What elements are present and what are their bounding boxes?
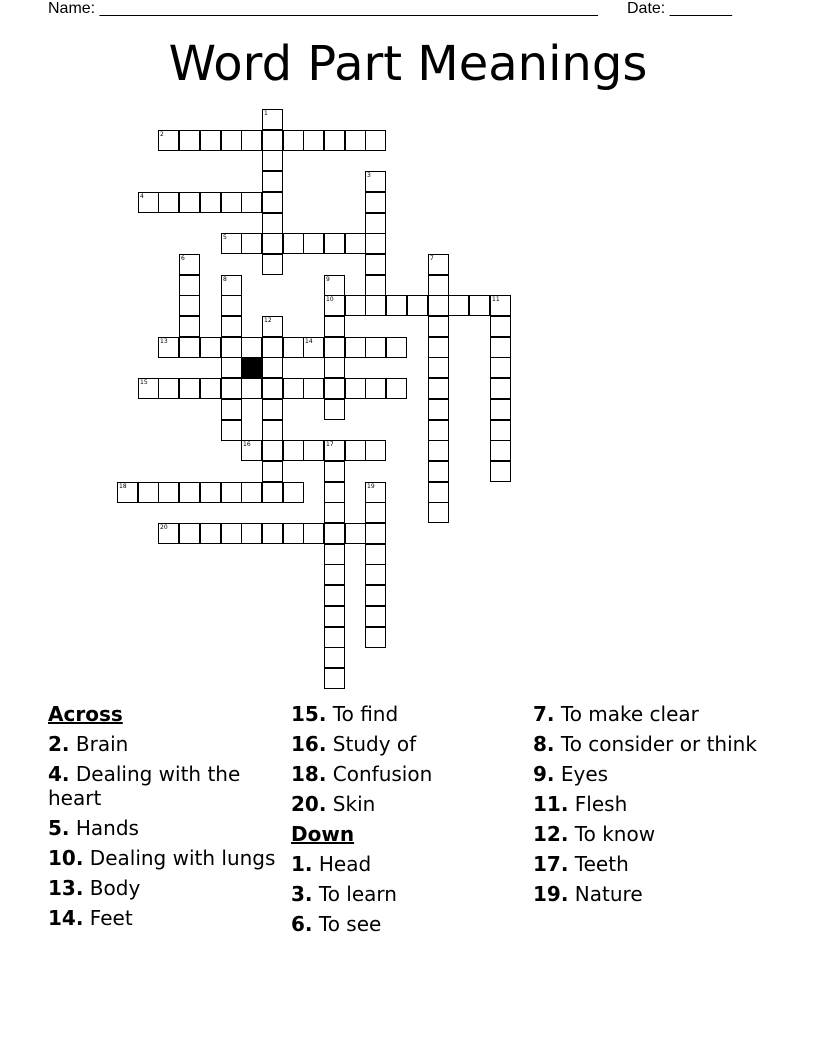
clue-number: 15. [291, 702, 327, 726]
cell-number: 14 [305, 338, 313, 345]
clue-number: 9. [533, 762, 555, 786]
clue-item [291, 762, 521, 786]
grid-cell[interactable] [221, 337, 242, 358]
grid-cell[interactable] [221, 192, 242, 213]
clue-item [533, 702, 773, 726]
grid-cell[interactable] [241, 378, 262, 399]
grid-cell[interactable] [241, 233, 262, 254]
cell-number: 19 [367, 483, 375, 490]
grid-cell[interactable] [158, 523, 179, 544]
grid-cell[interactable] [200, 337, 221, 358]
grid-cell[interactable] [262, 109, 283, 130]
clue-text: Study of [332, 732, 417, 756]
grid-cell[interactable] [179, 130, 200, 151]
clue-item [533, 822, 773, 846]
grid-cell[interactable] [221, 420, 242, 441]
grid-cell[interactable] [428, 254, 449, 275]
grid-cell[interactable] [324, 316, 345, 337]
grid-cell[interactable] [179, 275, 200, 296]
grid-cell[interactable] [117, 482, 138, 503]
clue-item [533, 852, 773, 876]
clue-text: To learn [318, 882, 397, 906]
grid-cell[interactable] [262, 482, 283, 503]
clue-item [533, 732, 773, 756]
cell-number: 8 [223, 276, 227, 283]
grid-cell[interactable] [221, 523, 242, 544]
grid-cell[interactable] [262, 337, 283, 358]
grid-cell[interactable] [262, 130, 283, 151]
grid-cell[interactable] [221, 357, 242, 378]
clue-number: 7. [533, 702, 555, 726]
clue-number: 16. [291, 732, 327, 756]
cell-number: 13 [160, 338, 168, 345]
clue-text: Dealing with lungs [89, 846, 276, 870]
grid-cell[interactable] [262, 233, 283, 254]
clue-number: 18. [291, 762, 327, 786]
grid-cell[interactable] [262, 440, 283, 461]
date-field-label: Date: _______ [627, 0, 732, 17]
grid-cell[interactable] [365, 627, 386, 648]
clue-number: 14. [48, 906, 84, 930]
grid-cell[interactable] [200, 482, 221, 503]
clue-number: 11. [533, 792, 569, 816]
grid-cell[interactable] [428, 275, 449, 296]
grid-cell[interactable] [365, 606, 386, 627]
grid-cell[interactable] [179, 523, 200, 544]
page-title: Word Part Meanings [168, 36, 648, 92]
grid-cell[interactable] [179, 192, 200, 213]
grid-cell[interactable] [262, 357, 283, 378]
cell-number: 5 [223, 234, 227, 241]
grid-cell[interactable] [324, 461, 345, 482]
grid-cell[interactable] [221, 399, 242, 420]
grid-cell[interactable] [283, 233, 304, 254]
grid-cell[interactable] [221, 378, 242, 399]
grid-cell[interactable] [241, 130, 262, 151]
grid-cell[interactable] [345, 523, 366, 544]
grid-cell[interactable] [386, 295, 407, 316]
clue-text: Skin [332, 792, 376, 816]
grid-cell[interactable] [200, 192, 221, 213]
grid-cell[interactable] [365, 337, 386, 358]
clue-item [533, 792, 773, 816]
grid-cell[interactable] [469, 295, 490, 316]
grid-cell[interactable] [241, 523, 262, 544]
grid-cell[interactable] [324, 399, 345, 420]
grid-cell[interactable] [407, 295, 428, 316]
grid-cell[interactable] [365, 502, 386, 523]
grid-cell[interactable] [324, 275, 345, 296]
clue-column-2 [291, 702, 521, 942]
grid-cell[interactable] [490, 378, 511, 399]
grid-cell[interactable] [158, 130, 179, 151]
grid-cell[interactable] [365, 544, 386, 565]
grid-cell[interactable] [428, 399, 449, 420]
clue-item [533, 762, 773, 786]
grid-cell[interactable] [490, 316, 511, 337]
clue-item [48, 846, 278, 870]
grid-cell[interactable] [365, 192, 386, 213]
clue-text: Flesh [574, 792, 628, 816]
grid-cell[interactable] [490, 399, 511, 420]
grid-cell[interactable] [158, 192, 179, 213]
grid-cell[interactable] [365, 171, 386, 192]
grid-cell[interactable] [324, 544, 345, 565]
grid-cell[interactable] [490, 440, 511, 461]
clue-number: 17. [533, 852, 569, 876]
clue-number: 20. [291, 792, 327, 816]
grid-cell[interactable] [221, 316, 242, 337]
clue-number: 10. [48, 846, 84, 870]
grid-cell[interactable] [303, 440, 324, 461]
clue-text: To consider or think [560, 732, 757, 756]
grid-cell[interactable] [262, 316, 283, 337]
grid-cell[interactable] [179, 254, 200, 275]
clue-text: Nature [574, 882, 643, 906]
clue-text: Teeth [574, 852, 629, 876]
grid-cell[interactable] [262, 213, 283, 234]
clue-item [291, 912, 521, 936]
grid-cell[interactable] [365, 523, 386, 544]
clue-text: Dealing with the heart [48, 762, 241, 810]
grid-cell[interactable] [303, 337, 324, 358]
grid-cell[interactable] [324, 357, 345, 378]
grid-cell[interactable] [324, 378, 345, 399]
grid-cell[interactable] [241, 337, 262, 358]
grid-cell[interactable] [490, 295, 511, 316]
grid-cell[interactable] [345, 130, 366, 151]
cell-number: 2 [160, 131, 164, 138]
grid-cell[interactable] [448, 295, 469, 316]
grid-cell[interactable] [241, 440, 262, 461]
across-heading: Across [48, 702, 123, 726]
clue-column-1 [48, 702, 278, 936]
grid-cell[interactable] [324, 564, 345, 585]
cell-number: 6 [181, 255, 185, 262]
grid-cell[interactable] [241, 192, 262, 213]
grid-cell[interactable] [324, 482, 345, 503]
grid-cell[interactable] [262, 420, 283, 441]
clue-text: To make clear [560, 702, 699, 726]
clue-item [48, 816, 278, 840]
grid-cell[interactable] [365, 482, 386, 503]
clue-number: 8. [533, 732, 555, 756]
grid-cell[interactable] [386, 337, 407, 358]
grid-cell[interactable] [324, 130, 345, 151]
clue-item [48, 762, 278, 810]
cell-number: 18 [119, 483, 127, 490]
grid-cell[interactable] [303, 130, 324, 151]
down-heading: Down [291, 822, 355, 846]
grid-cell[interactable] [262, 171, 283, 192]
grid-cell[interactable] [303, 233, 324, 254]
grid-cell[interactable] [283, 523, 304, 544]
grid-cell[interactable] [365, 585, 386, 606]
clue-text: Head [318, 852, 372, 876]
grid-cell[interactable] [428, 378, 449, 399]
grid-cell[interactable] [283, 337, 304, 358]
grid-cell[interactable] [324, 295, 345, 316]
grid-cell[interactable] [365, 213, 386, 234]
cell-number: 3 [367, 172, 371, 179]
clue-item [291, 882, 521, 906]
cell-number: 7 [430, 255, 434, 262]
grid-cell[interactable] [262, 378, 283, 399]
grid-cell[interactable] [158, 378, 179, 399]
grid-cell[interactable] [324, 585, 345, 606]
clue-text: Confusion [332, 762, 433, 786]
clue-number: 1. [291, 852, 313, 876]
clue-item [48, 906, 278, 930]
grid-cell[interactable] [365, 295, 386, 316]
cell-number: 4 [140, 193, 144, 200]
grid-cell[interactable] [179, 295, 200, 316]
grid-cell[interactable] [283, 482, 304, 503]
grid-cell[interactable] [262, 254, 283, 275]
clue-number: 3. [291, 882, 313, 906]
grid-cell[interactable] [158, 337, 179, 358]
grid-cell[interactable] [324, 502, 345, 523]
grid-cell[interactable] [428, 316, 449, 337]
grid-cell[interactable] [324, 647, 345, 668]
grid-cell[interactable] [365, 130, 386, 151]
grid-cell[interactable] [158, 482, 179, 503]
grid-cell[interactable] [303, 378, 324, 399]
grid-cell[interactable] [221, 130, 242, 151]
clue-text: Hands [75, 816, 139, 840]
clue-number: 6. [291, 912, 313, 936]
cell-number: 15 [140, 379, 148, 386]
grid-cell[interactable] [365, 378, 386, 399]
clue-text: Brain [75, 732, 129, 756]
cell-number: 1 [264, 110, 268, 117]
clue-text: Eyes [560, 762, 609, 786]
grid-cell[interactable] [345, 440, 366, 461]
clue-item [291, 702, 521, 726]
grid-cell[interactable] [490, 357, 511, 378]
clue-item [291, 792, 521, 816]
grid-cell[interactable] [428, 337, 449, 358]
grid-cell[interactable] [365, 440, 386, 461]
grid-cell[interactable] [283, 378, 304, 399]
cell-number: 11 [492, 296, 500, 303]
grid-cell[interactable] [490, 461, 511, 482]
grid-cell[interactable] [262, 461, 283, 482]
cell-number: 16 [243, 441, 251, 448]
grid-cell[interactable] [221, 295, 242, 316]
grid-cell[interactable] [490, 420, 511, 441]
clue-text: To find [332, 702, 399, 726]
grid-cell[interactable] [138, 378, 159, 399]
grid-cell[interactable] [241, 482, 262, 503]
name-field-label: Name: ________________________________________________________ [48, 0, 598, 17]
grid-cell[interactable] [365, 254, 386, 275]
grid-cell[interactable] [428, 482, 449, 503]
grid-cell[interactable] [365, 275, 386, 296]
grid-cell[interactable] [179, 482, 200, 503]
grid-cell[interactable] [365, 233, 386, 254]
grid-cell[interactable] [428, 461, 449, 482]
grid-cell[interactable] [303, 523, 324, 544]
clue-column-3 [533, 702, 773, 912]
grid-cell[interactable] [324, 337, 345, 358]
grid-cell[interactable] [428, 502, 449, 523]
grid-cell[interactable] [221, 233, 242, 254]
grid-cell[interactable] [324, 668, 345, 689]
clue-text: To know [574, 822, 656, 846]
clue-item [533, 882, 773, 906]
grid-cell[interactable] [345, 233, 366, 254]
cell-number: 17 [326, 441, 334, 448]
grid-cell[interactable] [179, 337, 200, 358]
grid-cell[interactable] [221, 275, 242, 296]
grid-cell[interactable] [200, 378, 221, 399]
grid-cell[interactable] [365, 564, 386, 585]
grid-cell[interactable] [324, 440, 345, 461]
grid-cell[interactable] [324, 523, 345, 544]
grid-cell[interactable] [221, 482, 242, 503]
grid-cell[interactable] [386, 378, 407, 399]
grid-cell[interactable] [428, 357, 449, 378]
clue-text: Body [89, 876, 141, 900]
cell-number: 10 [326, 296, 334, 303]
grid-cell[interactable] [262, 150, 283, 171]
grid-cell[interactable] [262, 192, 283, 213]
grid-cell[interactable] [262, 399, 283, 420]
clue-number: 2. [48, 732, 70, 756]
grid-cell[interactable] [138, 482, 159, 503]
grid-cell[interactable] [324, 233, 345, 254]
clue-number: 12. [533, 822, 569, 846]
clue-item [48, 876, 278, 900]
clue-number: 19. [533, 882, 569, 906]
black-cell [241, 357, 262, 378]
grid-cell[interactable] [345, 378, 366, 399]
grid-cell[interactable] [345, 295, 366, 316]
grid-cell[interactable] [179, 378, 200, 399]
clue-number: 5. [48, 816, 70, 840]
grid-cell[interactable] [490, 337, 511, 358]
grid-cell[interactable] [428, 440, 449, 461]
grid-cell[interactable] [283, 130, 304, 151]
clue-item [291, 732, 521, 756]
cell-number: 9 [326, 276, 330, 283]
clue-text: Feet [89, 906, 133, 930]
cell-number: 20 [160, 524, 168, 531]
clue-item [291, 852, 521, 876]
clue-text: To see [318, 912, 382, 936]
grid-cell[interactable] [345, 337, 366, 358]
grid-cell[interactable] [200, 130, 221, 151]
grid-cell[interactable] [428, 420, 449, 441]
grid-cell[interactable] [179, 316, 200, 337]
grid-cell[interactable] [283, 440, 304, 461]
grid-cell[interactable] [324, 627, 345, 648]
grid-cell[interactable] [200, 523, 221, 544]
clue-number: 4. [48, 762, 70, 786]
clue-number: 13. [48, 876, 84, 900]
grid-cell[interactable] [262, 523, 283, 544]
grid-cell[interactable] [324, 606, 345, 627]
cell-number: 12 [264, 317, 272, 324]
grid-cell[interactable] [428, 295, 449, 316]
grid-cell[interactable] [138, 192, 159, 213]
clue-item [48, 732, 278, 756]
